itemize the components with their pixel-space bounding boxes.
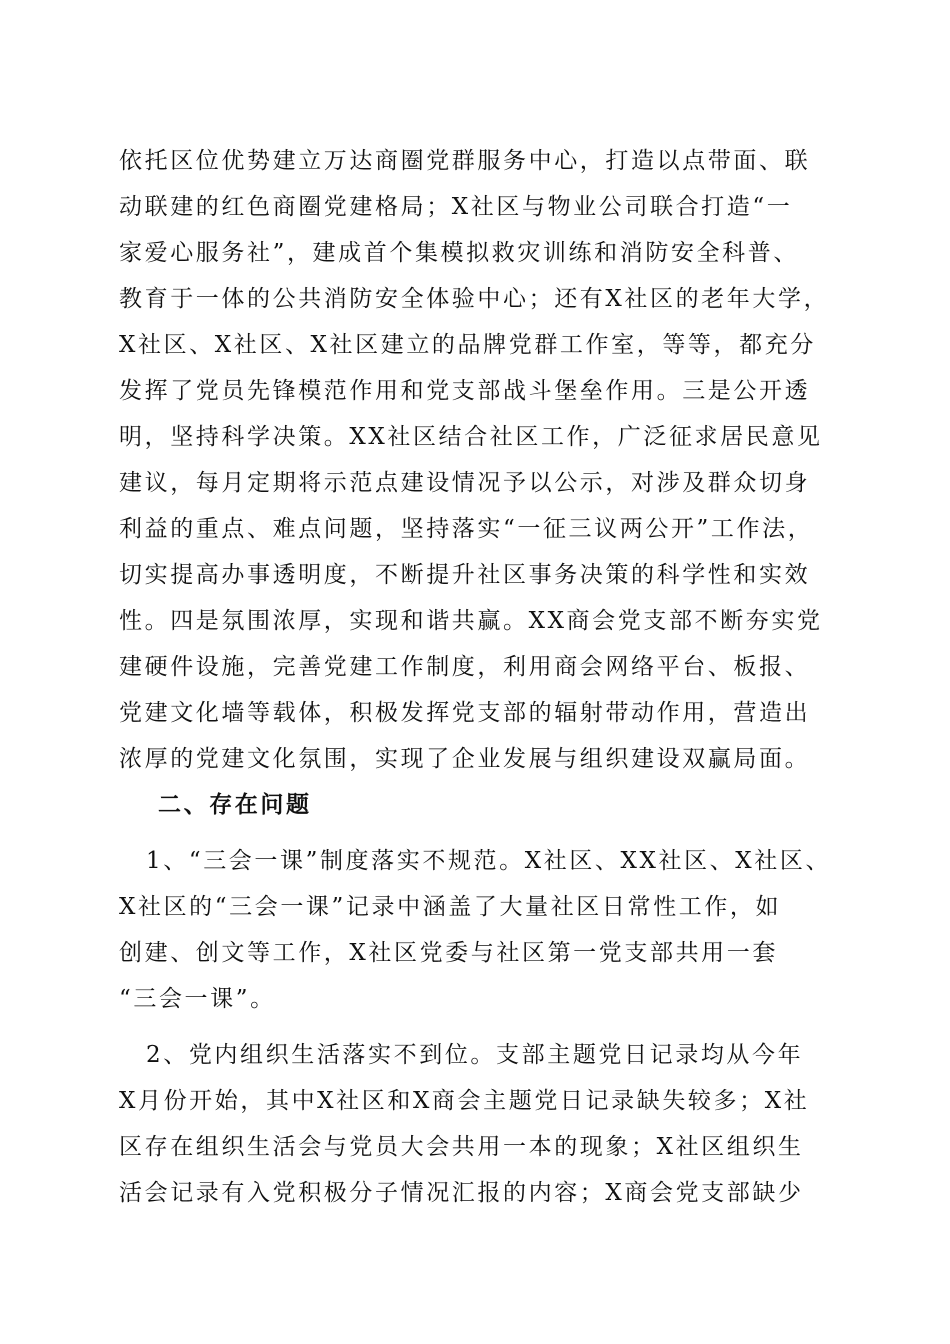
paragraph-line: X社区、X社区、X社区建立的品牌党群工作室，等等，都充分	[119, 332, 816, 358]
paragraph-line: 家爱心服务社”，建成首个集模拟救灾训练和消防安全科普、	[119, 240, 799, 266]
list-item-line: X社区的“三会一课”记录中涵盖了大量社区日常性工作，如	[119, 894, 782, 920]
paragraph-line: 明，坚持科学决策。XX社区结合社区工作，广泛征求居民意见	[119, 424, 823, 450]
paragraph-line: 建议，每月定期将示范点建设情况予以公示，对涉及群众切身	[119, 470, 811, 496]
list-item-line: 1、“三会一课”制度落实不规范。X社区、XX社区、X社区、	[146, 848, 832, 874]
list-item-line: 创建、创文等工作，X社区党委与社区第一党支部共用一套	[119, 940, 778, 966]
list-item-line: 2、党内组织生活落实不到位。支部主题党日记录均从今年	[146, 1042, 804, 1068]
paragraph-line: 动联建的红色商圈党建格局；X社区与物业公司联合打造“一	[119, 194, 793, 220]
paragraph-line: 切实提高办事透明度，不断提升社区事务决策的科学性和实效	[119, 562, 811, 588]
paragraph-line: 教育于一体的公共消防安全体验中心；还有X社区的老年大学，	[119, 286, 830, 312]
list-item-line: “三会一课”。	[119, 986, 276, 1012]
list-item-line: 区存在组织生活会与党员大会共用一本的现象；X社区组织生	[119, 1134, 804, 1160]
list-item-line: X月份开始，其中X社区和X商会主题党日记录缺失较多；X社	[119, 1088, 810, 1114]
section-heading: 二、存在问题	[158, 792, 312, 818]
list-item-line: 活会记录有入党积极分子情况汇报的内容；X商会党支部缺少	[119, 1180, 804, 1206]
paragraph-line: 利益的重点、难点问题，坚持落实“一征三议两公开”工作法，	[119, 516, 814, 542]
paragraph-line: 党建文化墙等载体，积极发挥党支部的辐射带动作用，营造出	[119, 700, 811, 726]
paragraph-line: 依托区位优势建立万达商圈党群服务中心，打造以点带面、联	[119, 148, 811, 174]
paragraph-line: 发挥了党员先锋模范作用和党支部战斗堡垒作用。三是公开透	[119, 378, 811, 404]
paragraph-line: 建硬件设施，完善党建工作制度，利用商会网络平台、板报、	[119, 654, 811, 680]
paragraph-line: 性。四是氛围浓厚，实现和谐共赢。XX商会党支部不断夯实党	[119, 608, 823, 634]
paragraph-line: 浓厚的党建文化氛围，实现了企业发展与组织建设双赢局面。	[119, 746, 811, 772]
